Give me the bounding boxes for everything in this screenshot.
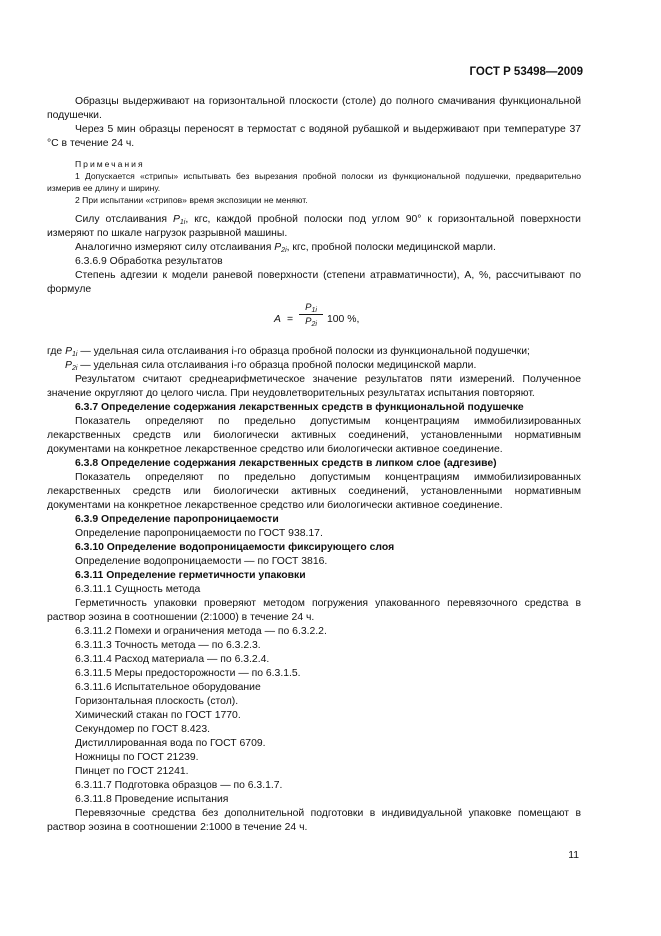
page-body [47,95,581,835]
paragraph: Через 5 мин образцы переносят в термостат с водяной рубашкой и выдерживают при температуре 37 °С в течение 24 ч. [47,124,581,149]
subsection-heading: 6.3.11.2 Помехи и ограничения метода — по 6.3.2.2. [75,626,327,637]
subsection-heading: 6.3.11.3 Точность метода — по 6.3.2.3. [75,640,261,651]
section-heading: 6.3.11 Определение герметичности упаковки [75,570,306,581]
paragraph: Степень адгезии к модели раневой поверхности (степени атравматичности), А, %, рассчитывают по формуле [47,270,581,295]
paragraph: Определение паропроницаемости по ГОСТ 938.17. [75,528,323,539]
document-id-header: ГОСТ Р 53498—2009 [469,66,583,78]
paragraph: Перевязочные средства без дополнительной подготовки в индивидуальной упаковке помещают в раствор эозина в соотношении 2:1000 в течение 24 ч. [47,808,581,833]
formula-legend: $P_{2i}$ — удельная сила отслаивания i-го образца пробной полоски медицинской марли. [65,360,477,372]
subsection-heading: 6.3.11.8 Проведение испытания [75,794,229,805]
section-heading: 6.3.10 Определение водопроницаемости фиксирующего слоя [75,542,395,553]
list-item: Горизонтальная плоскость (стол). [75,696,239,707]
paragraph: Аналогично измеряют силу отслаивания $P_{2i}$, кгс, пробной полоски медицинской марли. [75,242,496,254]
formula-legend: где $P_{1i}$ — удельная сила отслаивания i-го образца пробной полоски из функциональной подушечки; [47,346,530,358]
list-item: Дистиллированная вода по ГОСТ 6709. [75,738,266,749]
section-heading: 6.3.8 Определение содержания лекарственных средств в липком слое (адгезиве) [75,458,497,469]
page-number: 11 [568,850,579,861]
subsection-heading: 6.3.11.4 Расход материала — по 6.3.2.4. [75,654,270,665]
section-heading: 6.3.9 Определение паропроницаемости [75,514,279,525]
section-heading: 6.3.7 Определение содержания лекарственных средств в функциональной подушечке [75,402,524,413]
paragraph: Образцы выдерживают на горизонтальной плоскости (столе) до полного смачивания функциональной подушечки. [47,96,581,121]
paragraph: Силу отслаивания $P_{1i}$, кгс, каждой пробной полоски под углом 90° к горизонтальной поверхности измеряют по шкале нагрузок разрывной машины. [47,214,581,239]
notes-title: Примечания [75,159,145,169]
subsection-heading: 6.3.6.9 Обработка результатов [75,256,223,267]
subsection-heading: 6.3.11.6 Испытательное оборудование [75,682,261,693]
subsection-heading: 6.3.11.1 Сущность метода [75,584,201,595]
formula: A = $\frac{P_{1i}}{P_{2i}}$ 100 %, [274,302,360,328]
paragraph: Результатом считают среднеарифметическое значение результатов пяти измерений. Полученное значение округляют до целого числа. При неудовлетворительных результатах испытания повторяют. [47,374,581,399]
paragraph: Герметичность упаковки проверяют методом погружения упакованного перевязочного средства в раствор эозина в соотношении (2:1000) в течение 24 ч. [47,598,581,623]
note-item: 2 При испытании «стрипов» время экспозиции не меняют. [75,195,308,205]
paragraph: Показатель определяют по предельно допустимым концентрациям иммобилизированных лекарственных средств или биологически активных соединений, установленными нормативным документами на конкретное лекарственное средство или биологически активное соединение. [47,416,581,455]
list-item: Секундомер по ГОСТ 8.423. [75,724,211,735]
list-item: Химический стакан по ГОСТ 1770. [75,710,241,721]
paragraph: Определение водопроницаемости — по ГОСТ 3816. [75,556,328,567]
list-item: Ножницы по ГОСТ 21239. [75,752,199,763]
subsection-heading: 6.3.11.5 Меры предосторожности — по 6.3.1.5. [75,668,301,679]
subsection-heading: 6.3.11.7 Подготовка образцов — по 6.3.1.7. [75,780,283,791]
list-item: Пинцет по ГОСТ 21241. [75,766,189,777]
note-item: 1 Допускается «стрипы» испытывать без вырезания пробной полоски из функциональной подушечки, предварительно измерив ее длину и ширину. [47,171,581,193]
paragraph: Показатель определяют по предельно допустимым концентрациям иммобилизированных лекарственных средств или биологически активных соединений, установленными нормативным документами на конкретное лекарственное средство или биологически активное соединение. [47,472,581,511]
